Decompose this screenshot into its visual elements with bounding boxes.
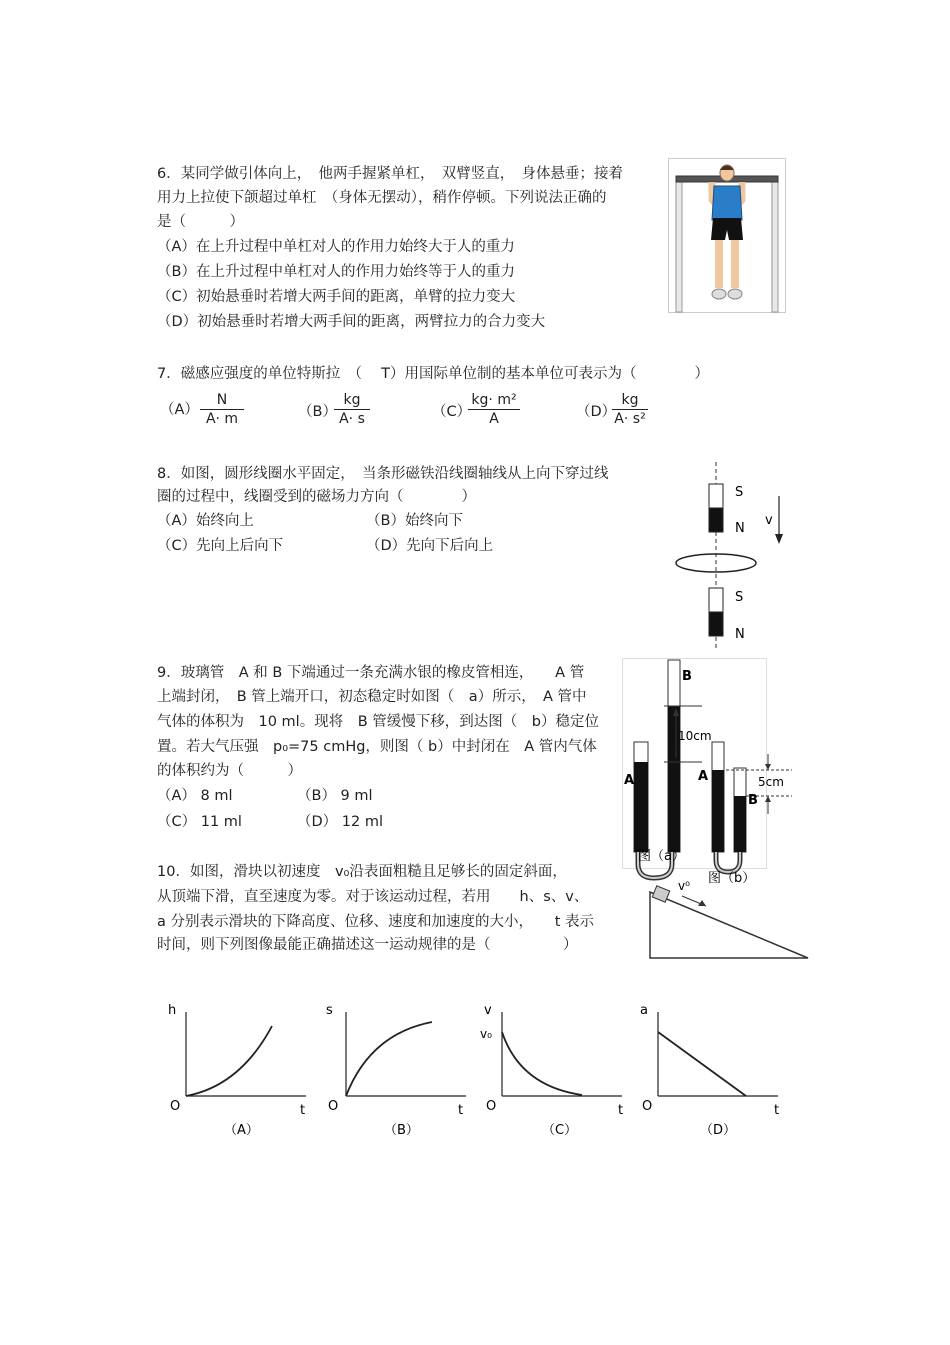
numerator: kg [612,392,648,410]
graph-c-caption: （C） [542,1123,578,1138]
graph-d-y-label: a [640,1003,648,1018]
numerator: N [200,392,244,410]
caption-figure-a: 图（a） [638,849,685,864]
magnet-bottom-n-label: N [735,627,745,642]
q6-stem-line: 用力上拉使下颌超过单杠 （身体无摆动），稍作停顿。下列说法正确的 [157,190,607,206]
q9-option-b: （B） 9 ml [297,788,373,804]
graph-c-origin: O [486,1099,497,1114]
magnet-top-s-label: S [735,485,744,500]
distance-10cm-label: 10cm [678,729,712,743]
tube-a-label-a: A [624,773,635,788]
q7-option-b-label: （B） [298,404,337,420]
incline-v0-label: v⁰ [678,879,690,893]
graph-d [636,996,796,1142]
q7-option-a-label: （A） [160,402,199,418]
magnet-top-n-label: N [735,521,745,536]
velocity-label: v [765,513,773,528]
q8-option-a: （A）始终向上 [157,513,254,529]
q7-option-b-fraction [334,392,370,428]
q9-stem-line: 的体积约为（ ） [157,763,302,779]
q9-option-d: （D） 12 ml [297,814,383,830]
graph-c-v0-label: v₀ [480,1027,492,1041]
q8-option-c: （C）先向上后向下 [157,538,284,554]
numerator: kg [334,392,370,410]
graph-c-y-label: v [484,1003,492,1018]
tube-b-label-a: B [682,669,692,684]
graph-a-y-label: h [168,1003,177,1018]
graph-a [160,996,320,1142]
q6-option-c: （C）初始悬垂时若增大两手间的距离，单臂的拉力变大 [157,289,516,305]
q8-stem-line: 8．如图，圆形线圈水平固定， 当条形磁铁沿线圈轴线从上向下穿过线 [157,466,609,482]
q9-stem-line: 上端封闭， B 管上端开口，初态稳定时如图（ a）所示， A 管中 [157,689,587,705]
q9-stem-line: 9．玻璃管 A 和 B 下端通过一条充满水银的橡皮管相连， A 管 [157,665,585,681]
pullup-figure [668,158,786,313]
q9-option-a: （A） 8 ml [157,788,233,804]
caption-figure-b: 图（b） [708,871,756,886]
q10-stem-line: 时间，则下列图像最能正确描述这一运动规律的是（ ） [157,937,578,953]
q6-stem-line: 是（ ） [157,214,244,230]
graph-b-caption: （B） [384,1123,419,1138]
q10-stem-line: 从顶端下滑，直至速度为零。对于该运动过程，若用 h、s、v、 [157,889,589,905]
q8-stem-line: 圈的过程中，线圈受到的磁场力方向（ ） [157,489,476,505]
numerator: kg· m² [468,392,520,410]
q9-option-c: （C） 11 ml [157,814,242,830]
denominator: A· s² [614,411,646,427]
graph-a-x-label: t [300,1103,306,1118]
graph-b-origin: O [328,1099,339,1114]
graph-a-origin: O [170,1099,181,1114]
graph-c-x-label: t [618,1103,624,1118]
q7-option-c-label: （C） [432,404,472,420]
q7-stem: 7．磁感应强度的单位特斯拉 （ T）用国际单位制的基本单位可表示为（ ） [157,366,709,382]
tube-a-label-b: A [698,769,709,784]
graph-d-caption: （D） [700,1123,737,1138]
q6-stem-line: 6．某同学做引体向上， 他两手握紧单杠， 双臂竖直， 身体悬垂；接着 [157,166,623,182]
incline-figure [648,874,812,962]
q7-option-c-fraction [468,392,520,428]
magnet-coil-figure [665,460,795,650]
q10-stem-line: a 分别表示滑块的下降高度、位移、速度和加速度的大小， t 表示 [157,914,595,930]
q8-option-b: （B）始终向下 [366,513,463,529]
q7-option-d-fraction [612,392,648,428]
q9-stem-line: 置。若大气压强 p₀=75 cmHg，则图（ b）中封闭在 A 管内气体 [157,739,597,755]
denominator: A· s [339,411,365,427]
q6-option-d: （D）初始悬垂时若增大两手间的距离，两臂拉力的合力变大 [157,314,546,330]
graph-d-origin: O [642,1099,653,1114]
q7-option-d-label: （D） [576,404,617,420]
glass-tube-figure [622,658,794,886]
graph-b [320,996,480,1142]
graph-d-x-label: t [774,1103,780,1118]
graph-b-x-label: t [458,1103,464,1118]
tube-b-label-b: B [748,793,758,808]
q6-option-a: （A）在上升过程中单杠对人的作用力始终大于人的重力 [157,239,515,255]
q9-stem-line: 气体的体积为 10 ml。现将 B 管缓慢下移，到达图（ b）稳定位 [157,714,599,730]
q8-option-d: （D）先向下后向上 [366,538,494,554]
q7-option-a-fraction [200,392,244,428]
magnet-bottom-s-label: S [735,590,744,605]
graph-a-caption: （A） [224,1123,259,1138]
graph-c [478,996,638,1142]
denominator: A· m [205,411,239,427]
distance-5cm-label: 5cm [758,775,784,789]
graph-b-y-label: s [326,1003,333,1018]
q6-option-b: （B）在上升过程中单杠对人的作用力始终等于人的重力 [157,264,515,280]
denominator: A [489,411,499,427]
q10-stem-line: 10．如图，滑块以初速度 v₀沿表面粗糙且足够长的固定斜面， [157,864,567,880]
